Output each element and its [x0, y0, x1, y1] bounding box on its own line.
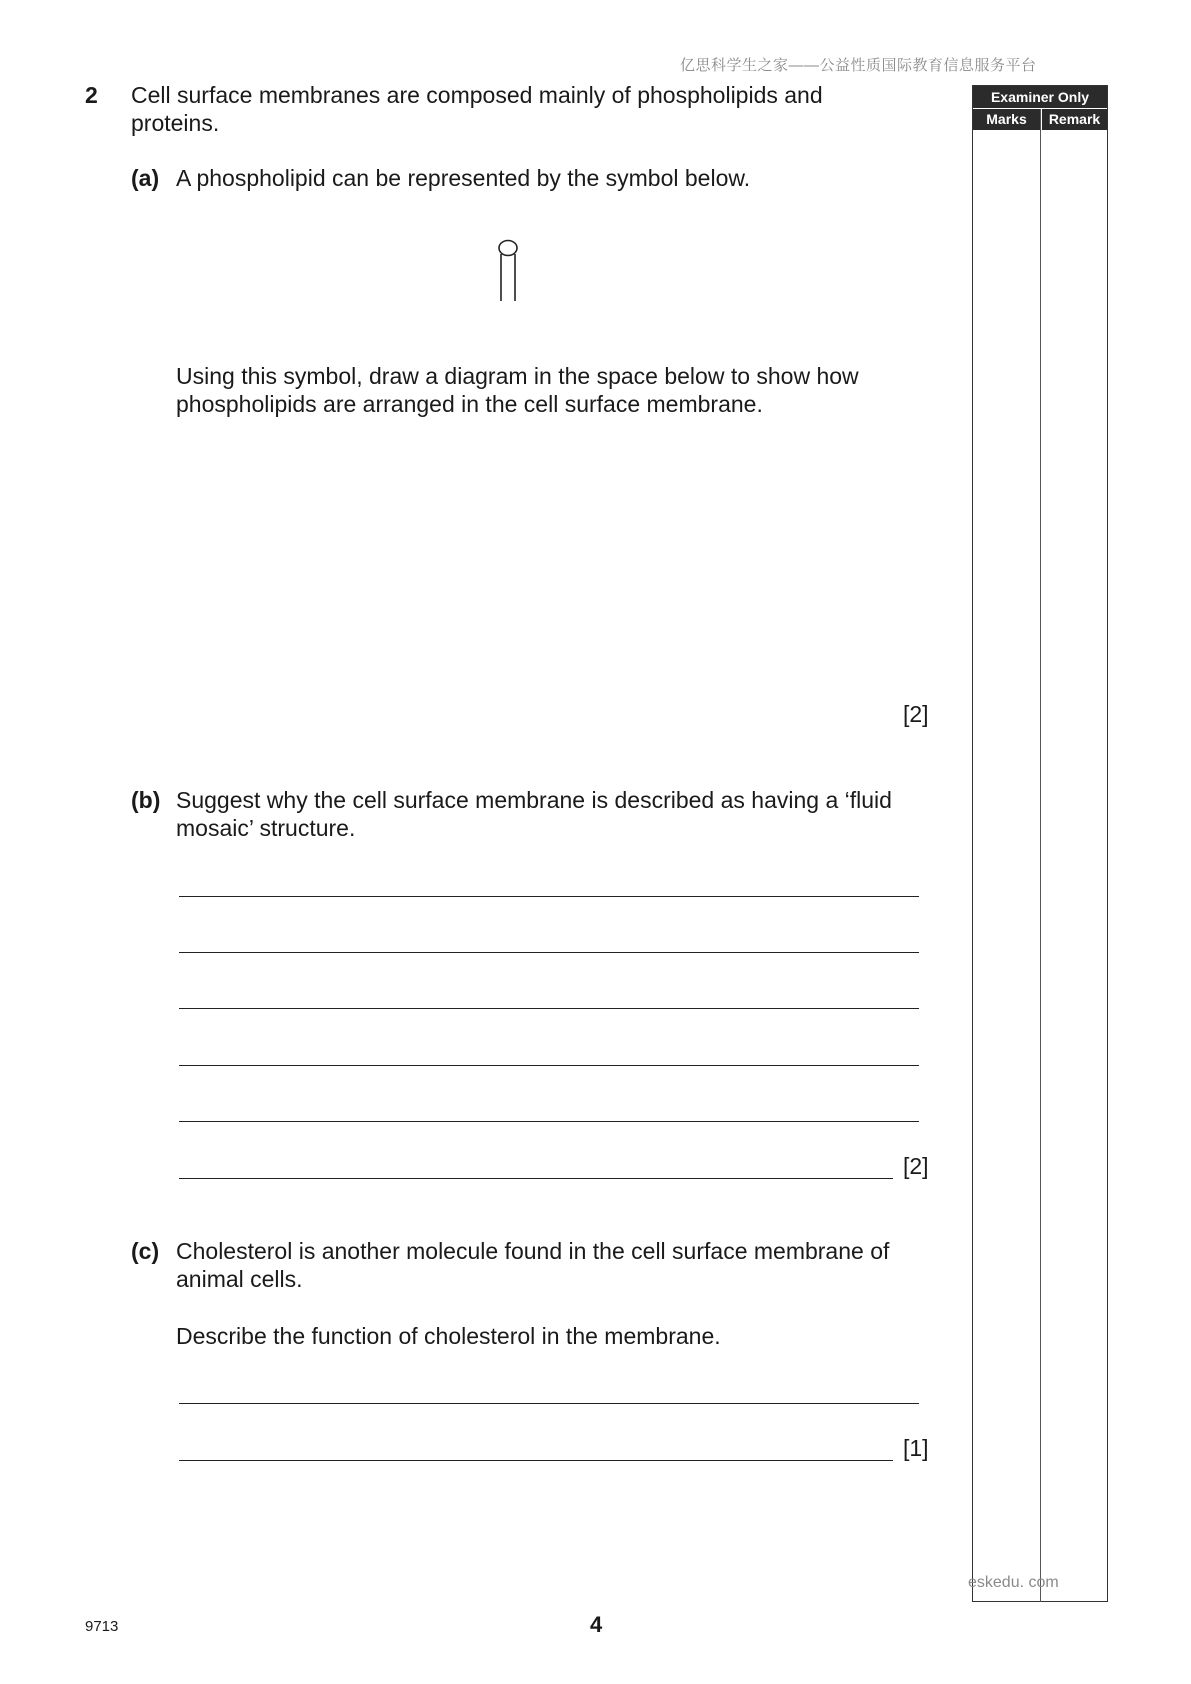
part-c-label: (c) [131, 1238, 160, 1264]
part-c-answer-line-2[interactable] [179, 1460, 893, 1461]
paper-code: 9713 [85, 1618, 119, 1635]
examiner-title: Examiner Only [973, 86, 1107, 108]
examiner-marks-header: Marks [973, 109, 1040, 130]
part-b-answer-line-4[interactable] [179, 1065, 919, 1066]
part-a-instruction: Using this symbol, draw a diagram in the space below to show how phospholipids are arranged in the cell surface membrane. [176, 363, 859, 417]
part-b-answer-line-1[interactable] [179, 896, 919, 897]
part-b-marks: [2] [903, 1153, 929, 1179]
part-c-instruction: Describe the function of cholesterol in the membrane. [176, 1323, 721, 1349]
part-a-marks: [2] [903, 701, 929, 727]
part-b-answer-line-2[interactable] [179, 952, 919, 953]
part-b-answer-line-3[interactable] [179, 1008, 919, 1009]
part-a-label: (a) [131, 165, 160, 191]
part-c-text: Cholesterol is another molecule found in the cell surface membrane of animal cells. [176, 1238, 890, 1292]
part-a-drawing-area[interactable] [176, 430, 916, 680]
examiner-column-divider [1040, 109, 1041, 1602]
header-watermark: 亿思科学生之家——公益性质国际教育信息服务平台 [680, 57, 1037, 74]
footer-watermark: eskedu. com [968, 1574, 1059, 1591]
phospholipid-symbol [488, 236, 528, 302]
page-number: 4 [590, 1612, 603, 1637]
part-b-text: Suggest why the cell surface membrane is described as having a ‘fluid mosaic’ structure. [176, 787, 892, 841]
part-a-text: A phospholipid can be represented by the symbol below. [176, 165, 751, 191]
part-b-label: (b) [131, 787, 161, 813]
examiner-box [972, 85, 1108, 1602]
examiner-remark-header: Remark [1042, 109, 1107, 130]
question-intro: Cell surface membranes are composed mainly of phospholipids and proteins. [131, 82, 823, 136]
part-b-answer-line-6[interactable] [179, 1178, 893, 1179]
part-c-marks: [1] [903, 1435, 929, 1461]
question-number: 2 [85, 82, 98, 108]
part-c-answer-line-1[interactable] [179, 1403, 919, 1404]
part-b-answer-line-5[interactable] [179, 1121, 919, 1122]
